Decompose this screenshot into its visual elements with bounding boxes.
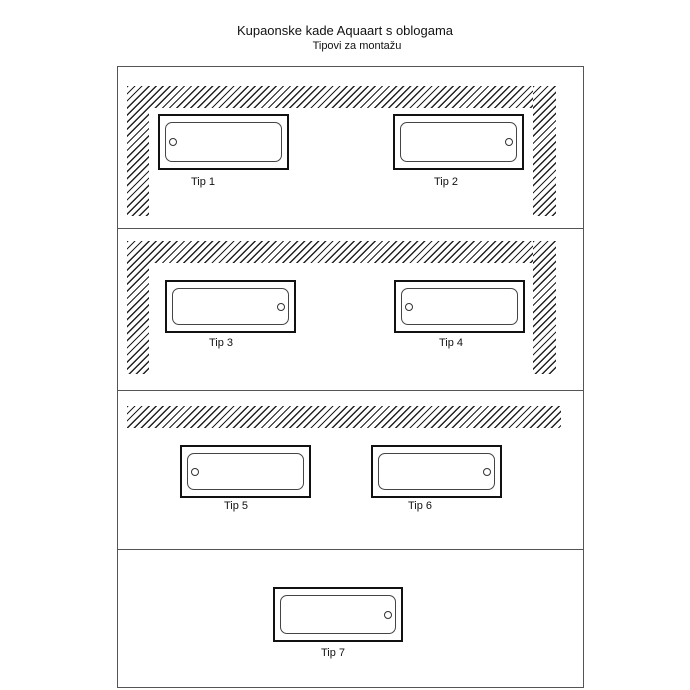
bathtub-basin	[187, 453, 304, 490]
bathtub-basin	[400, 122, 517, 162]
tip-7-label: Tip 7	[321, 647, 346, 659]
bathtub-basin	[165, 122, 282, 162]
drain-icon	[191, 468, 199, 476]
bathtub-tip-3	[165, 280, 296, 333]
bathtub-tip-4	[394, 280, 525, 333]
wall-hatch-right	[533, 86, 556, 216]
wall-hatch-top	[127, 406, 561, 428]
tip-5-label: Tip 5	[224, 500, 249, 512]
drain-icon	[384, 611, 392, 619]
bathtub-basin	[378, 453, 495, 490]
tip-1-label: Tip 1	[191, 176, 216, 188]
bathtub-tip-5	[180, 445, 311, 498]
bathtub-basin	[172, 288, 289, 325]
wall-hatch-left	[127, 241, 149, 374]
bathtub-basin	[280, 595, 396, 634]
wall-hatch-left	[127, 86, 149, 216]
bathtub-tip-2	[393, 114, 524, 170]
bathtub-tip-6	[371, 445, 502, 498]
bathtub-basin	[401, 288, 518, 325]
bathtub-tip-1	[158, 114, 289, 170]
bathtub-tip-7	[273, 587, 403, 642]
drain-icon	[505, 138, 513, 146]
drain-icon	[277, 303, 285, 311]
wall-hatch-top	[127, 241, 556, 263]
wall-hatch-top	[127, 86, 556, 108]
section-divider	[117, 228, 584, 229]
section-divider	[117, 390, 584, 391]
tip-4-label: Tip 4	[439, 337, 464, 349]
page-title: Kupaonske kade Aquaart s oblogama	[236, 23, 454, 38]
tip-6-label: Tip 6	[408, 500, 433, 512]
tip-3-label: Tip 3	[209, 337, 234, 349]
page-subtitle: Tipovi za montažu	[312, 40, 402, 52]
tip-2-label: Tip 2	[434, 176, 459, 188]
section-divider	[117, 549, 584, 550]
drain-icon	[169, 138, 177, 146]
drain-icon	[483, 468, 491, 476]
drain-icon	[405, 303, 413, 311]
wall-hatch-right	[533, 241, 556, 374]
